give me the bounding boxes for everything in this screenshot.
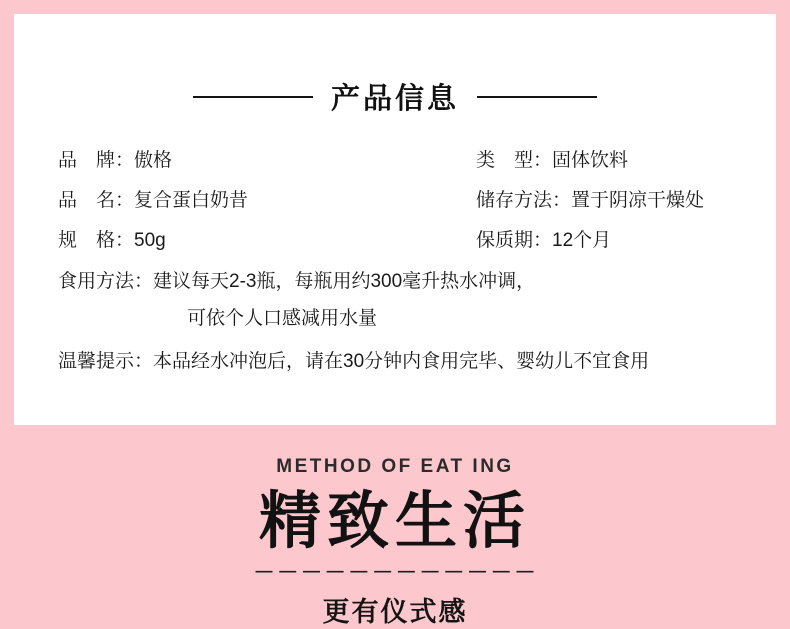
product-info-card [14,14,776,425]
banner-headline: 精致生活 [258,487,531,556]
spec-type-value: 固体饮料 [552,150,629,171]
bottom-banner [0,425,790,627]
spec-usage-line1: 建议每天2-3瓶，每瓶用约300毫升热水冲调， [153,271,536,292]
spec-usage-text [153,272,535,328]
spec-name-label: 品 名： [58,190,135,211]
spec-shelf-life-value: 12个月 [552,230,612,251]
spec-usage-line2: 可依个人口感减用水量 [187,308,378,329]
spec-grid [58,151,738,250]
spec-storage-value: 置于阴凉干燥处 [571,190,705,211]
banner-english-line: METHOD OF EAT ING [276,456,514,477]
spec-tip-label: 温馨提示： [58,351,154,372]
spec-row [58,191,738,210]
title-rule-left [193,96,313,98]
spec-usage-label: 食用方法： [58,271,154,292]
spec-shelf-life [476,231,738,250]
spec-name [58,191,476,210]
spec-storage [476,191,738,210]
spec-row [58,151,738,170]
spec-tip [58,352,738,371]
spec-brand [58,151,476,170]
page-title: 产品信息 [330,83,459,115]
spec-name-value: 复合蛋白奶昔 [134,190,249,211]
spec-storage-label: 储存方法： [476,190,572,211]
spec-type-label: 类 型： [476,150,553,171]
spec-shelf-life-label: 保质期： [476,230,553,251]
spec-brand-label: 品 牌： [58,150,135,171]
spec-size-label: 规 格： [58,230,135,251]
spec-area [14,151,776,371]
card-title-row [14,76,776,117]
banner-divider: — — — — — — — — — — — — [255,561,535,581]
spec-usage [58,272,738,328]
spec-size-value: 50g [134,230,166,251]
spec-size [58,231,476,250]
spec-brand-value: 傲格 [134,150,173,171]
spec-type [476,151,738,170]
banner-subline: 更有仪式感 [322,597,468,628]
title-rule-right [477,96,597,98]
spec-tip-value: 本品经水冲泡后，请在30分钟内食用完毕、婴幼儿不宜食用 [153,351,650,372]
spec-row [58,231,738,250]
